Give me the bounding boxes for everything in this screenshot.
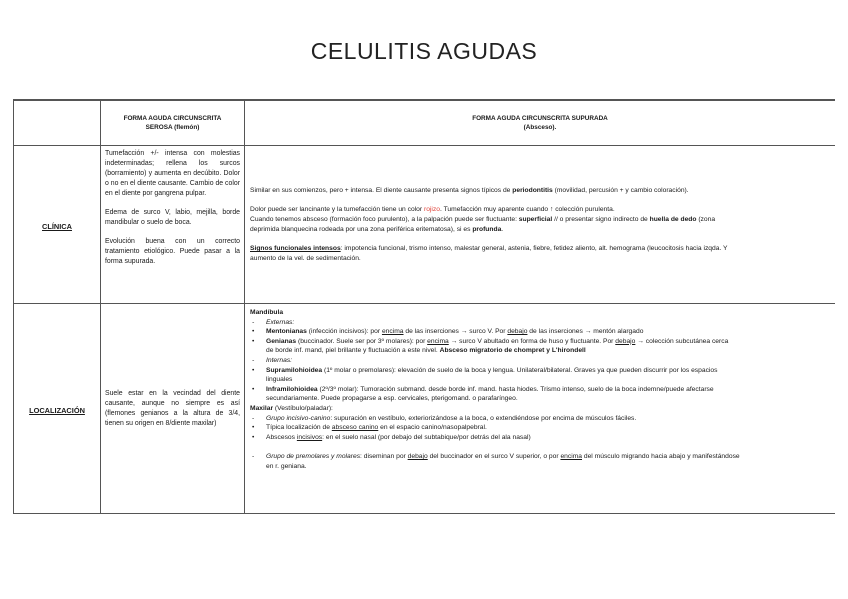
supramilohioidea-line: • Supramilohioidea (1º molar o premolares): elevación de suelo de la boca y lengua. Unilateral/bilateral. Graves ya que pueden discurrir por los espacios: [252, 366, 718, 374]
celulitis-table: [13, 99, 835, 514]
clinica-serosa-p1: Tumefacción +/- intensa con molestias indeterminadas; rellena los surcos (borramiento) y aumenta en decúbito. Dolor o no en el diente causante. Cambio de color en el diente por gangrena pulpar.: [105, 150, 240, 197]
clinica-label: CLÍNICA: [42, 221, 72, 231]
header-supurada-line1: FORMA AGUDA CIRCUNSCRITA SUPURADA: [472, 115, 608, 122]
localizacion-serosa-cell: [101, 304, 245, 514]
localizacion-row: [14, 304, 836, 514]
maxilar-heading: Maxilar (Vestíbulo/paladar):: [250, 404, 333, 412]
clinica-sup-line4: deprimida blanquecina rodeada por una zona periférica eritematosa), si es profunda.: [250, 225, 504, 233]
header-supurada-line2: (Absceso).: [523, 124, 557, 131]
clinica-sup-line2: Dolor puede ser lancinante y la tumefacción tiene un color rojizo. Tumefacción muy aparente cuando ↑ colección purulenta.: [250, 206, 615, 214]
clinica-sup-line6: aumento de la vel. de sedimentación.: [250, 254, 361, 262]
header-serosa: [101, 100, 245, 146]
internas-line: - Internas:: [252, 356, 293, 364]
externas-line: - Externas:: [252, 318, 295, 326]
abscesos-incisivos-line: • Abscesos incisivos: en el suelo nasal (por debajo del subtabique/por detrás del ala nasal): [252, 433, 531, 441]
clinica-supurada-cell: [245, 146, 836, 304]
supramilohioidea-line-2: linguales: [266, 376, 293, 384]
header-serosa-line1: FORMA AGUDA CIRCUNSCRITA: [123, 115, 222, 122]
clinica-serosa-p3: Evolución buena con un correcto tratamiento etiológico. Puede pasar a la forma supurada.: [105, 238, 240, 265]
localizacion-supurada-cell: [245, 304, 836, 514]
inframilohioidea-line: • Inframilohioidea (2º/3º molar): Tumoración submand. desde borde inf. mand. hasta hiodes. Trismo intenso, suelo de la boca indemne/puede afectarse: [252, 385, 714, 393]
table-header-row: [14, 100, 836, 146]
header-serosa-line2: SEROSA (flemón): [145, 124, 200, 131]
clinica-serosa-p2: Edema de surco V, labio, mejilla, borde mandibular o suelo de boca.: [105, 209, 240, 226]
clinica-sup-line5: Signos funcionales intensos: impotencia funcional, trismo intenso, malestar general, astenia, fiebre, fetidez aliento, alt. hemograma (leucocitosis hacia izqda. Y: [250, 245, 728, 253]
localizacion-serosa-text: Suele estar en la vecindad del diente causante, aunque no siempre es así (flemones genianos a la altura de 3/4, tienen su origen en 8/diente maxilar): [105, 389, 240, 427]
incisivo-canino-line: - Grupo incisivo-canino: supuración en vestíbulo, exteriorizándose a la boca, o extendiéndose por encima de músculos fáciles.: [252, 414, 637, 422]
clinica-sup-line3: Cuando tenemos absceso (formación foco purulento), a la palpación puede ser fluctuante: superficial // o presentar signo indirecto de huella de dedo (zona: [250, 215, 716, 223]
localizacion-label: LOCALIZACIÓN: [29, 405, 85, 415]
clinica-row: [14, 146, 836, 304]
genianas-line-2: de borde inf. mand, piel brillante y fluctuación a este nivel. Absceso migratorio de chompret y L'hirondell: [266, 347, 586, 355]
page-title: CELULITIS AGUDAS: [310, 38, 538, 64]
clinica-serosa-cell: [101, 146, 245, 304]
mentonianas-line: • Mentonianas (infección incisivos): por encima de las inserciones → surco V. Por debajo de las inserciones → mentón alargado: [252, 328, 644, 336]
header-empty-cell: [14, 100, 101, 146]
header-supurada: [245, 100, 836, 146]
premolares-molares-line-2: en r. geniana.: [266, 462, 307, 470]
mandibula-heading: Mandíbula: [250, 309, 284, 316]
premolares-molares-line: - Grupo de premolares y molares: diseminan por debajo del buccinador en el surco V superior, o por encima del músculo migrando hacia abajo y manifestándose: [252, 453, 740, 461]
absceso-canino-line: • Típica localización de absceso canino en el espacio canino/nasopalpebral.: [252, 424, 487, 432]
genianas-line: • Genianas (buccinador. Suele ser por 3º molares): por encima → surco V abultado en forma de huso y fluctuante. Por debajo → colección subcutánea cerca: [252, 337, 729, 345]
inframilohioidea-line-2: secundariamente. Puede propagarse a esp. cervicales, pterigomand. o parafaríngeo.: [266, 395, 518, 403]
clinica-label-cell: [14, 146, 101, 304]
clinica-sup-line1: Similar en sus comienzos, pero + intensa. El diente causante presenta signos típicos de periodontitis (movilidad, percusión + y cambio coloración).: [250, 186, 689, 194]
localizacion-label-cell: [14, 304, 101, 514]
